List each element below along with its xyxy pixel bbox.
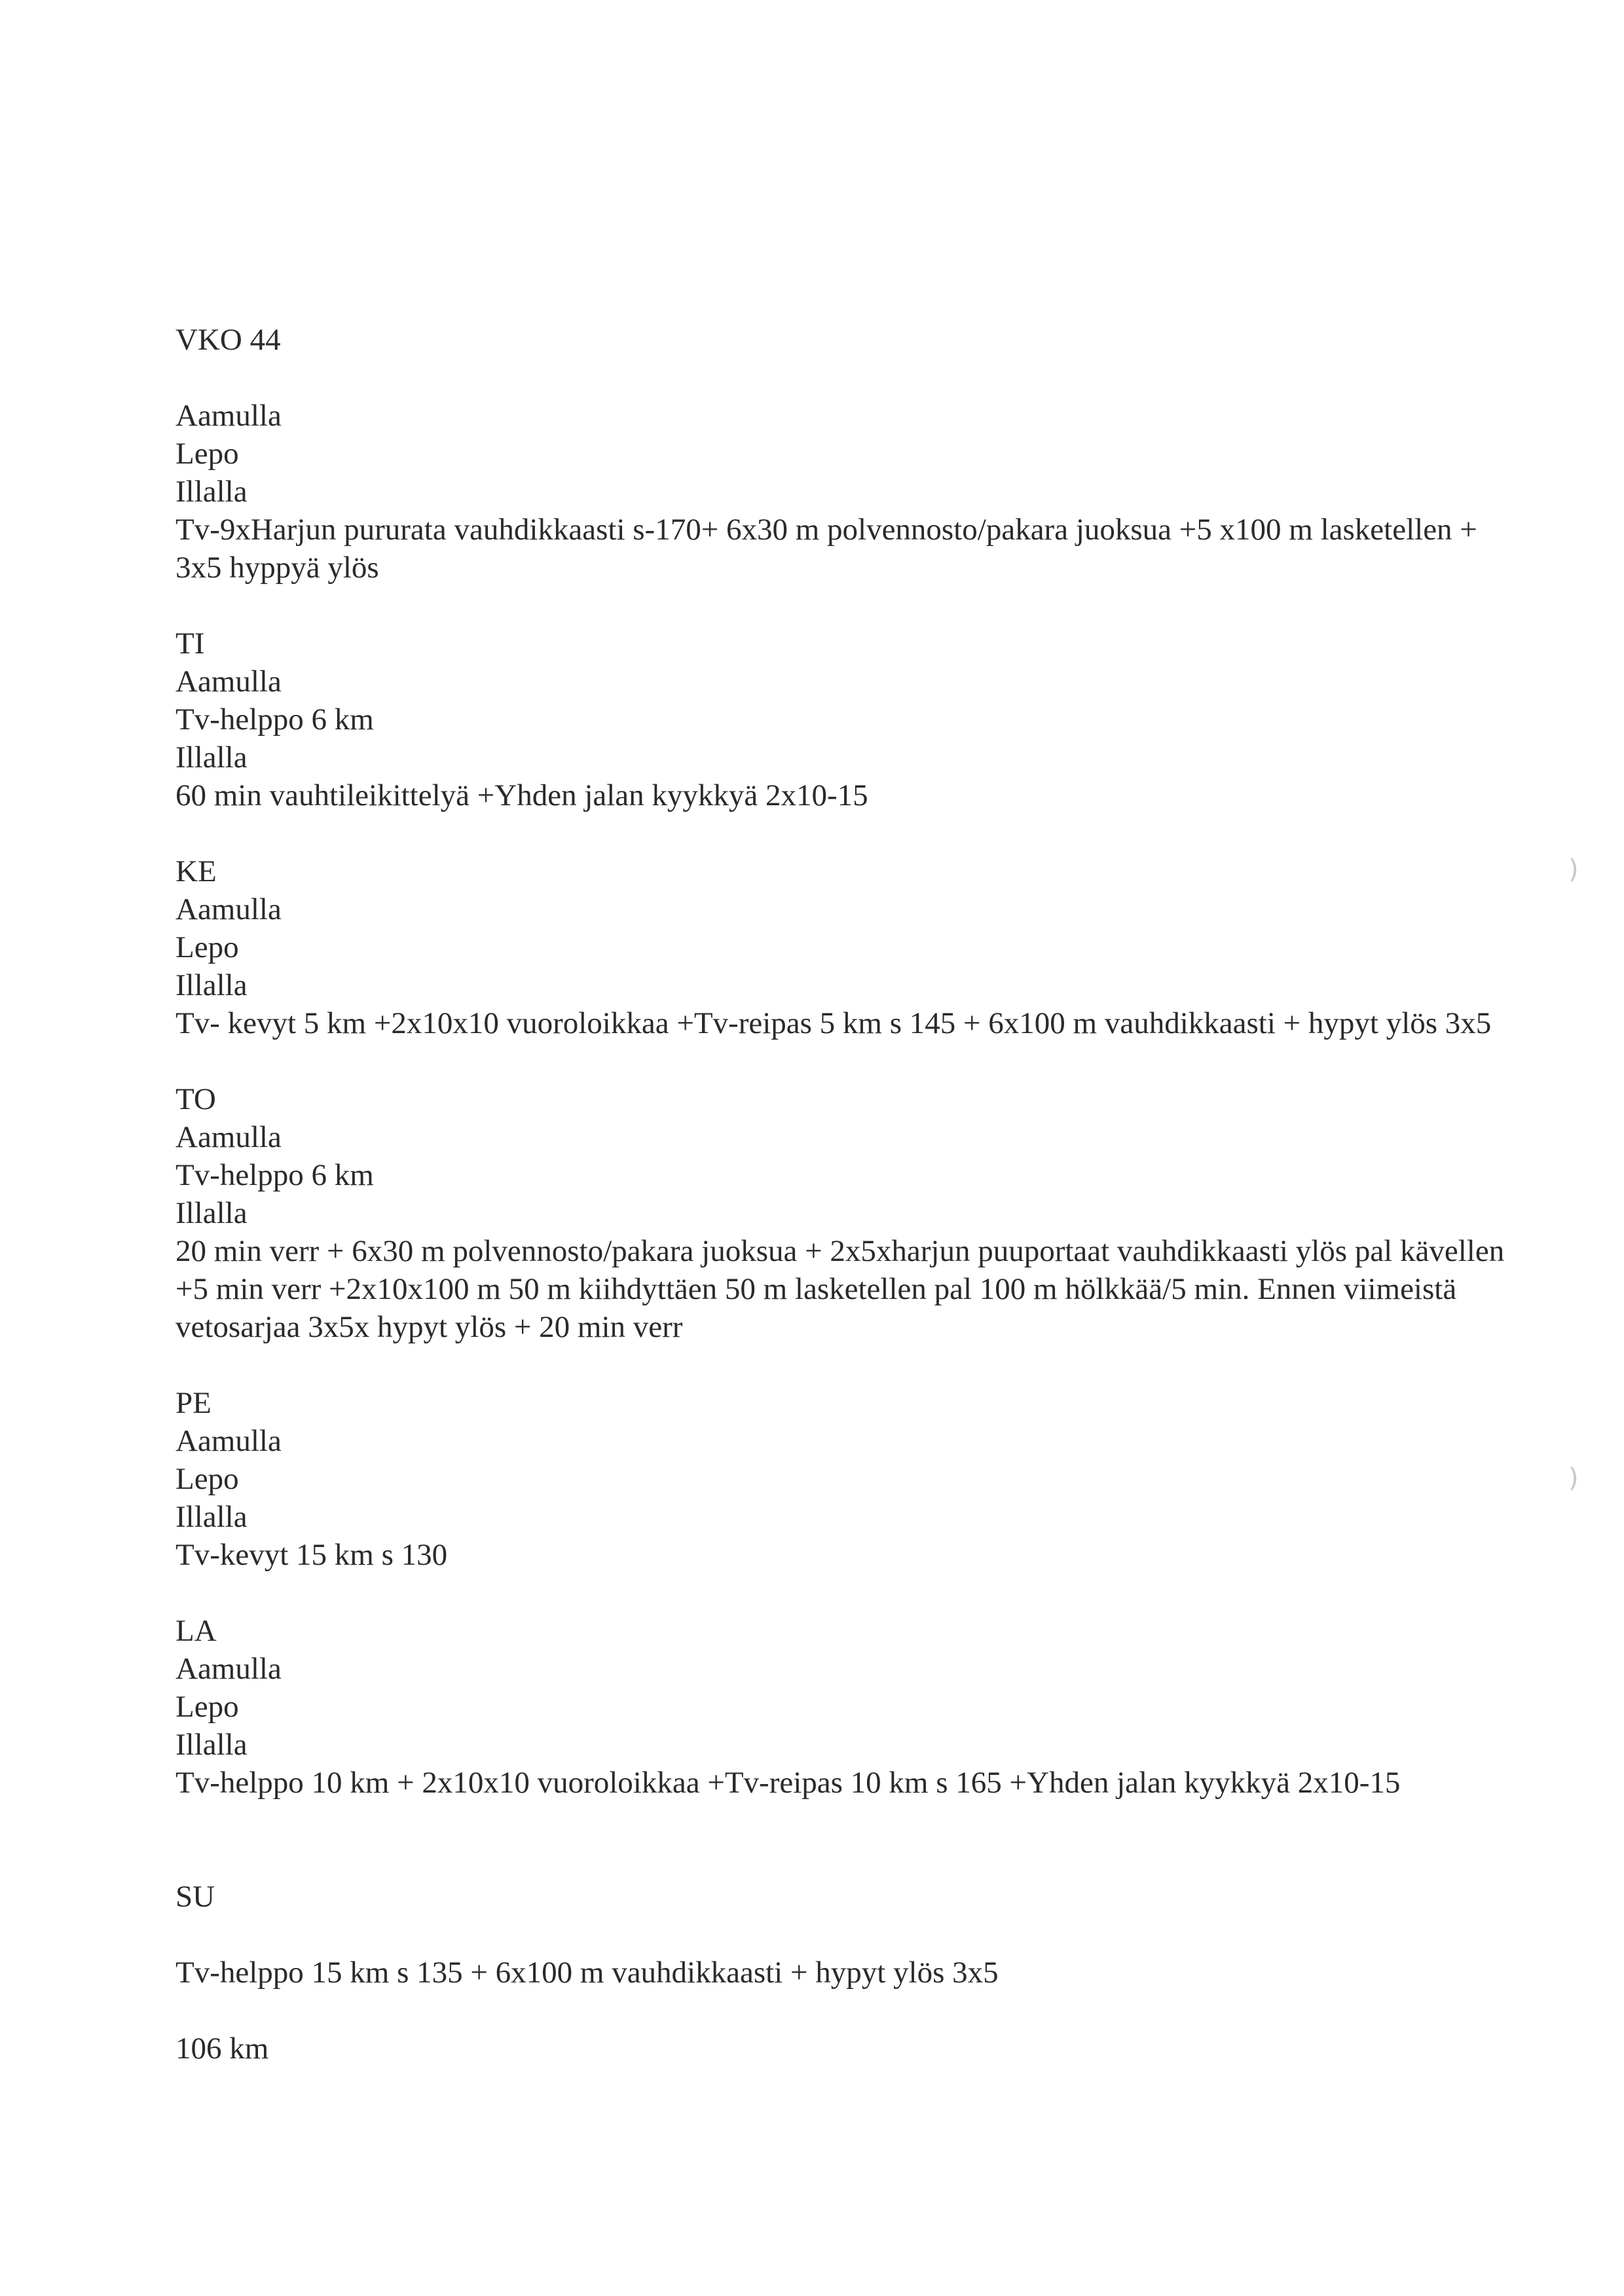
day-line: Lepo (175, 1462, 239, 1496)
blank-line (175, 1916, 1524, 1954)
day-label: TO (175, 1082, 216, 1116)
week-title: VKO 44 (175, 323, 281, 357)
training-plan-document (175, 321, 1524, 2068)
day-line: Tv-helppo 10 km + 2x10x10 vuoroloikkaa +Tv-reipas 10 km s 165 +Yhden jalan kyykkyä 2x10-15 (175, 1766, 1401, 1800)
day-label: TI (175, 627, 205, 661)
day-line: Lepo (175, 930, 239, 964)
day-line: Aamulla (175, 399, 282, 433)
day-line: 20 min verr + 6x30 m polvennosto/pakara juoksua + 2x5xharjun puuportaat vauhdikkaasti ylös pal kävellen +5 min verr +2x10x100 m 50 m kiihdyttäen 50 m lasketellen pal 100 m hölkkää/5 min. Ennen viimeistä vetosarjaa 3x5x hypyt ylös + 20 min verr (175, 1234, 1505, 1344)
day-line: Aamulla (175, 892, 282, 926)
day-line: Illalla (175, 740, 248, 774)
day-line: Lepo (175, 437, 239, 471)
day-line: Lepo (175, 1690, 239, 1724)
day-line: Tv- kevyt 5 km +2x10x10 vuoroloikkaa +Tv-reipas 5 km s 145 + 6x100 m vauhdikkaasti + hypyt ylös 3x5 (175, 1006, 1492, 1040)
day-label: KE (175, 854, 217, 888)
scan-mark-1: ) (1568, 854, 1579, 884)
day-block-su (175, 1878, 1524, 1992)
day-block-pe (175, 1384, 1524, 1574)
day-block-la (175, 1612, 1524, 1802)
day-line: Tv-helppo 6 km (175, 1158, 374, 1192)
day-line: Tv-kevyt 15 km s 130 (175, 1538, 448, 1572)
scan-mark-2: ) (1568, 1463, 1579, 1493)
weekly-total: 106 km (175, 2032, 269, 2066)
day-line: Aamulla (175, 1652, 282, 1686)
day-block-ti (175, 625, 1524, 814)
day-line: Aamulla (175, 1424, 282, 1458)
day-line: Illalla (175, 475, 248, 509)
day-label: PE (175, 1386, 212, 1420)
day-line: Illalla (175, 1728, 248, 1762)
day-block-to (175, 1080, 1524, 1346)
day-block-ke (175, 852, 1524, 1042)
day-line: Aamulla (175, 1120, 282, 1154)
day-label: SU (175, 1880, 215, 1914)
day-line: 60 min vauhtileikittelyä +Yhden jalan kyykkyä 2x10-15 (175, 778, 868, 812)
day-label: LA (175, 1614, 217, 1648)
day-line: Illalla (175, 968, 248, 1002)
day-line: Tv-helppo 15 km s 135 + 6x100 m vauhdikkaasti + hypyt ylös 3x5 (175, 1956, 999, 1990)
day-line: Tv-helppo 6 km (175, 702, 374, 737)
day-line: Tv-9xHarjun pururata vauhdikkaasti s-170+ 6x30 m polvennosto/pakara juoksua +5 x100 m lasketellen + 3x5 hyppyä ylös (175, 513, 1477, 585)
day-line: Illalla (175, 1196, 248, 1230)
day-line: Aamulla (175, 665, 282, 699)
day-block-monday (175, 397, 1524, 587)
day-line: Illalla (175, 1500, 248, 1534)
